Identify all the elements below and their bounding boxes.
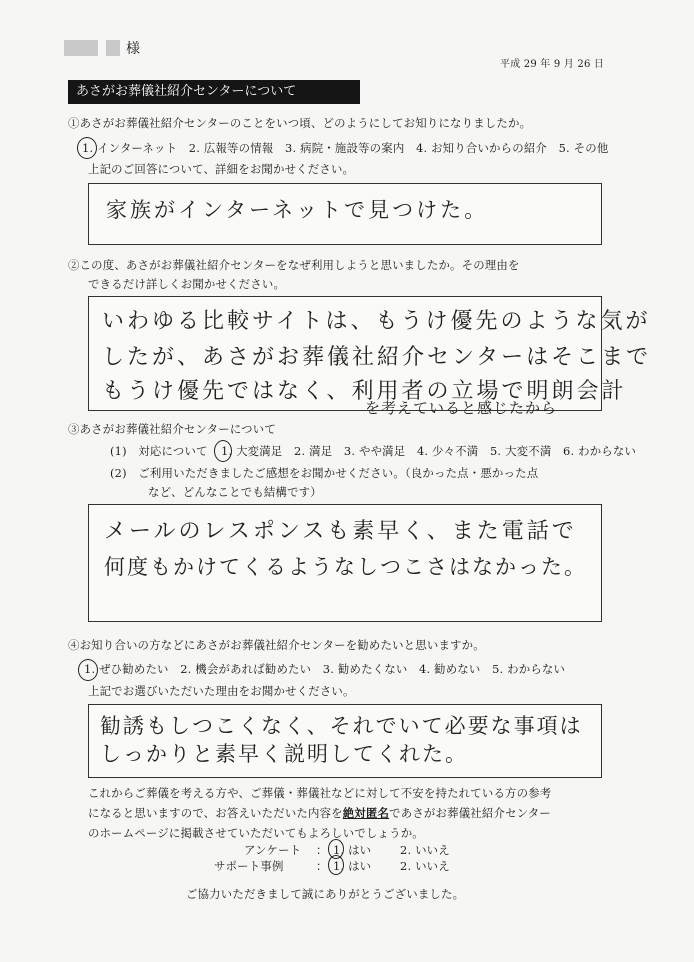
closing-line1: これからご葬儀を考える方や、ご葬儀・葬儀社などに対して不安を持たれている方の参考: [88, 786, 552, 800]
survey-yes-option: 1. はい: [333, 843, 372, 857]
survey-colon: ：: [316, 843, 328, 857]
support-colon: ：: [316, 859, 328, 873]
section-title-bar: あさがお葬儀社紹介センターについて: [68, 80, 360, 104]
q1-detail-prompt: 上記のご回答について、詳細をお聞かせください。: [88, 162, 355, 176]
closing-line2-post: であさがお葬儀社紹介センター: [389, 806, 551, 820]
q4-handwritten-line1: 勧誘もしつこくなく、それでいて必要な事項は: [100, 714, 583, 738]
q3-sub1-options: 1. 大変満足 2. 満足 3. やや満足 4. 少々不満 5. 大変不満 6. わからない: [221, 444, 637, 458]
closing-line3: のホームページに掲載させていただいてもよろしいでしょうか。: [88, 826, 424, 840]
support-label: サポート事例: [214, 859, 284, 873]
q3-sub2-line1: (2) ご利用いただきましたご感想をお聞かせください。（良かった点・悪かった点: [110, 466, 539, 480]
q4-options: 1. ぜひ勧めたい 2. 機会があれば勧めたい 3. 勧めたくない 4. 勧めない 5. わからない: [84, 662, 566, 676]
support-yes-option: 1. はい: [333, 859, 372, 873]
q3-handwritten-line2: 何度もかけてくるようなしつこさはなかった。: [104, 555, 587, 579]
document-date: 平成 29 年 9 月 26 日: [500, 59, 605, 70]
closing-line2: [88, 806, 551, 820]
q2-handwritten-line1: いわゆる比較サイトは、もうけ優先のような気が: [102, 309, 651, 334]
recipient-suffix: 様: [126, 41, 140, 57]
q2-handwritten-line2: したが、あさがお葬儀社紹介センターはそこまで: [102, 345, 652, 370]
recipient-name-redacted-2: [106, 40, 120, 56]
q1-question: ①あさがお葬儀社紹介センターのことをいつ頃、どのようにしてお知りになりましたか。: [68, 116, 532, 130]
recipient-name-redacted: [64, 40, 98, 56]
anonymous-emphasis: 絶対匿名: [342, 806, 390, 820]
closing-line2-pre: になると思いますので、お答えいただいた内容を: [88, 806, 343, 820]
q2-handwritten-line4: を考えていると感じたから: [365, 399, 558, 417]
q1-handwritten-answer: 家族がインターネットで見つけた。: [106, 198, 489, 222]
q2-question-line1: ②この度、あさがお葬儀社紹介センターをなぜ利用しようと思いましたか。その理由を: [68, 258, 520, 272]
q3-handwritten-line1: メールのレスポンスも素早く、また電話で: [104, 519, 577, 544]
q3-sub1-label: (1) 対応について: [110, 444, 208, 458]
q1-options: 1. インターネット 2. 広報等の情報 3. 病院・施設等の案内 4. お知り合いからの紹介 5. その他: [82, 141, 609, 155]
support-no-option: 2. いいえ: [400, 859, 450, 873]
q4-handwritten-line2: しっかりと素早く説明してくれた。: [100, 742, 468, 766]
q3-sub2-line2: など、どんなことでも結構です）: [148, 485, 322, 499]
thanks-message: ご協力いただきまして誠にありがとうございました。: [186, 887, 465, 901]
q2-handwritten-line3: もうけ優先ではなく、利用者の立場で明朗会計: [102, 379, 627, 404]
q4-reason-prompt: 上記でお選びいただいた理由をお聞かせください。: [88, 684, 355, 698]
survey-no-option: 2. いいえ: [400, 843, 450, 857]
q2-question-line2: できるだけ詳しくお聞かせください。: [88, 277, 286, 291]
survey-label: アンケート: [244, 843, 302, 857]
q4-question: ④お知り合いの方などにあさがお葬儀社紹介センターを勧めたいと思いますか。: [68, 638, 485, 652]
q3-question: ③あさがお葬儀社紹介センターについて: [68, 422, 276, 436]
